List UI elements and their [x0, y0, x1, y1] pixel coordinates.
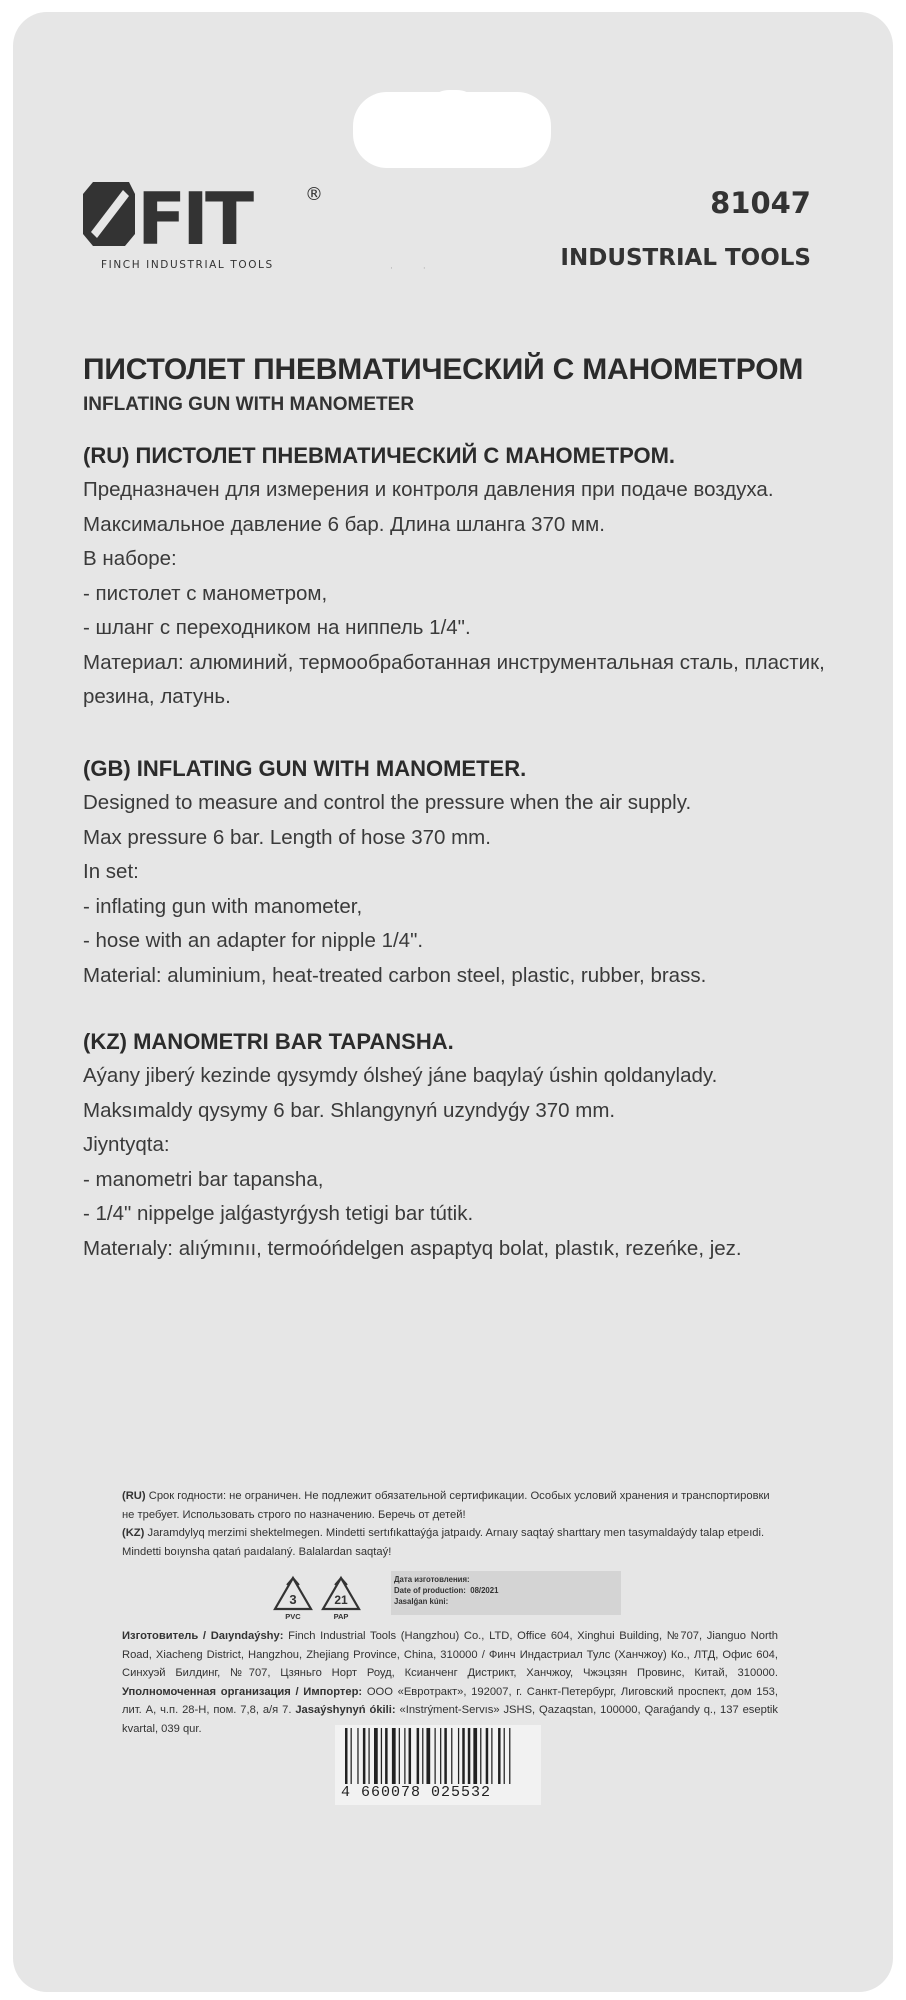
- section-line: - hose with an adapter for nipple 1/4".: [83, 929, 424, 952]
- barcode-bar: [480, 1728, 481, 1784]
- section-line: Material: aluminium, heat-treated carbon steel, plastic, rubber, brass.: [83, 963, 707, 987]
- barcode-bar: [374, 1728, 378, 1784]
- importer-text: ООО «Евротракт», 192007, г. Санкт-Петербург, Лиговский проспект, дом 153, лит. А, ч.п. 28-Н, пом. 7,8, а/я 7.: [122, 1685, 779, 1716]
- barcode-digits: 4 660078 025532: [341, 1784, 492, 1801]
- storage-notes: [122, 1487, 778, 1561]
- manufacturer-text: Finch Industrial Tools (Hangzhou) Co., LTD, Office 604, Xinghui Building, №707, Jianguo North Road, Xiacheng District, Hangzhou, Zhejiang Province, China, 310000 / Финч Индастриал Тулс (Ханчжоу) Ко., ЛТД, Офис 604, Синхуэй Билдинг, №707, Цзяньго Норт Роуд, Ксианченг Дистрикт, Ханчжоу, Чжэцзян Провинс, Китай, 310000.: [122, 1630, 778, 1679]
- barcode-bar: [363, 1728, 366, 1784]
- logo-text: FIT: [137, 177, 251, 261]
- barcode-bar: [385, 1728, 388, 1784]
- section-heading: (RU) ПИСТОЛЕТ ПНЕВМАТИЧЕСКИЙ С МАНОМЕТРОМ.: [83, 443, 676, 468]
- section-line: Materıaly: alıýmınıı, termoóńdelgen aspaptyq bolat, plastık, rezeńke, jez.: [83, 1236, 742, 1260]
- recycle-pap-icon: [320, 1575, 362, 1623]
- production-date-value: 08/2021: [470, 1586, 499, 1595]
- barcode-bar: [498, 1728, 501, 1784]
- product-title-ru: ПИСТОЛЕТ ПНЕВМАТИЧЕСКИЙ С МАНОМЕТРОМ: [83, 353, 804, 386]
- barcode-bar: [440, 1728, 441, 1784]
- section-line: резина, латунь.: [83, 685, 231, 708]
- section-heading: (GB) INFLATING GUN WITH MANOMETER.: [83, 756, 527, 781]
- barcode-bar: [392, 1728, 396, 1784]
- decorative-dots: ··: [390, 264, 456, 274]
- category-label: INDUSTRIAL TOOLS: [560, 245, 811, 271]
- section-ru: [83, 439, 825, 715]
- representative-text: «Instrýment-Servıs» JSHS, Qazaqstan, 100000, Qaraǵandy q., 137 eseptik kvartal, 039 qur.: [122, 1704, 779, 1735]
- barcode-bar: [504, 1728, 505, 1784]
- section-gb: [83, 752, 813, 993]
- barcode-bar: [409, 1728, 412, 1784]
- barcode-bar: [435, 1728, 436, 1784]
- barcode-bar: [486, 1728, 489, 1784]
- barcode-bar: [357, 1728, 358, 1784]
- section-heading: (KZ) MANOMETRI BAR TAPANSHA.: [83, 1029, 454, 1054]
- recycle-label: PAP: [333, 1612, 349, 1621]
- note-kz: (KZ) Jaramdylyq merzimi shektelmegen. Mindetti sertıfıkattaýǵa jatpaıdy. Arnaıy saqtaý sharttary men tasymaldaýdy talap etpeıdi. Mindetti boıynsha qatań paıdalaný. Balalardan saqtaý!: [122, 1527, 765, 1558]
- section-line: В наборе:: [83, 547, 177, 570]
- barcode-bar: [473, 1728, 477, 1784]
- recycle-pvc-icon: [272, 1575, 314, 1623]
- production-label-ru: Дата изготовления:: [394, 1575, 470, 1584]
- barcode-bar: [451, 1728, 452, 1784]
- article-number: 81047: [710, 186, 811, 220]
- section-line: Aýany jiberý kezinde qysymdy ólsheý jáne baqylaý úshin qoldanylady.: [83, 1064, 718, 1087]
- importer-label: Уполномоченная организация / Импортер:: [122, 1685, 363, 1698]
- product-title-en: INFLATING GUN WITH MANOMETER: [83, 394, 415, 415]
- barcode-bar: [381, 1728, 382, 1784]
- barcode-bar: [422, 1728, 423, 1784]
- production-label-kz: Jasalǵan kúni:: [394, 1597, 449, 1606]
- logo-tagline: FINCH INDUSTRIAL TOOLS: [101, 259, 274, 271]
- section-line: Максимальное давление 6 бар. Длина шланга 370 мм.: [83, 512, 605, 536]
- barcode-bar: [444, 1728, 447, 1784]
- barcode-bar: [399, 1728, 400, 1784]
- manufacturer-label: Изготовитель / Daıyndaýshy:: [122, 1630, 284, 1642]
- production-date-box: [391, 1571, 621, 1615]
- svg-text:21: 21: [334, 1593, 348, 1607]
- section-line: - inflating gun with manometer,: [83, 894, 363, 918]
- section-line: - шланг с переходником на ниппель 1/4".: [83, 616, 471, 639]
- registered-mark: ®: [305, 184, 323, 205]
- barcode-bar: [509, 1728, 510, 1784]
- barcode-bar: [426, 1728, 430, 1784]
- section-line: Материал: алюминий, термообработанная инструментальная сталь, пластик,: [83, 650, 825, 674]
- barcode-bar: [351, 1728, 352, 1784]
- barcode-bar: [458, 1728, 459, 1784]
- barcode-bars: [345, 1728, 531, 1784]
- section-line: Jiyntyqta:: [83, 1133, 170, 1156]
- recycle-label: PVC: [285, 1612, 301, 1621]
- barcode-bar: [345, 1728, 348, 1784]
- barcode-bar: [417, 1728, 420, 1784]
- section-line: Предназначен для измерения и контроля давления при подаче воздуха.: [83, 478, 774, 501]
- section-line: In set:: [83, 860, 139, 883]
- representative-label: Jasaýshynyń ókili:: [295, 1704, 396, 1716]
- section-line: - 1/4" nippelge jalǵastyrǵysh tetigi bar tútik.: [83, 1202, 474, 1225]
- section-line: - пистолет с манометром,: [83, 581, 328, 605]
- barcode-bar: [368, 1728, 369, 1784]
- section-line: Max pressure 6 bar. Length of hose 370 mm.: [83, 825, 491, 849]
- barcode-bar: [462, 1728, 465, 1784]
- section-kz: [83, 1025, 813, 1266]
- svg-text:3: 3: [289, 1592, 297, 1607]
- barcode-bar: [491, 1728, 492, 1784]
- section-line: Maksımaldy qysymy 6 bar. Shlangynyń uzyndyǵy 370 mm.: [83, 1098, 616, 1122]
- barcode: [335, 1725, 541, 1805]
- barcode-bar: [404, 1728, 405, 1784]
- manufacturer-info: [122, 1627, 778, 1738]
- barcode-bar: [468, 1728, 471, 1784]
- section-line: - manometri bar tapansha,: [83, 1167, 324, 1191]
- note-ru: (RU) Срок годности: не ограничен. Не подлежит обязательной сертификации. Особых условий хранения и транспортировки не требует. Использовать строго по назначению. Беречь от детей!: [122, 1490, 770, 1521]
- production-label-en: Date of production: 08/2021: [394, 1586, 499, 1595]
- section-line: Designed to measure and control the pressure when the air supply.: [83, 791, 692, 814]
